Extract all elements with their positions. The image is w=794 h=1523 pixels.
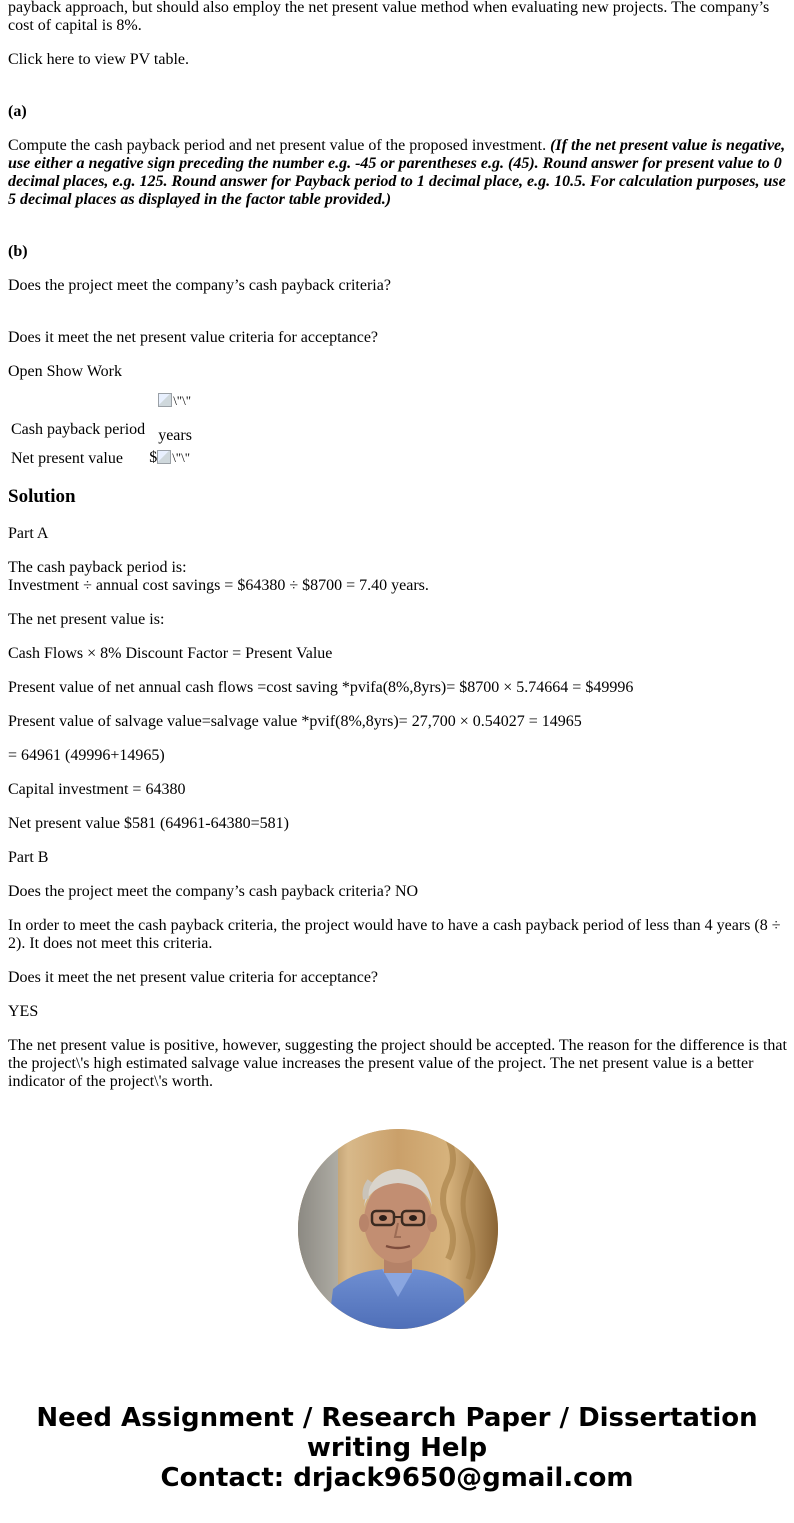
pv-salvage-line: Present value of salvage value=salvage value *pvif(8%,8yrs)= 27,700 × 0.54027 = 14965 bbox=[8, 713, 582, 730]
open-show-work-link[interactable]: Open Show Work bbox=[8, 363, 122, 380]
image-alt-text: \"\" bbox=[173, 393, 192, 408]
npv-intro: The net present value is: bbox=[8, 611, 165, 628]
total-line: = 64961 (49996+14965) bbox=[8, 747, 165, 764]
avatar-container bbox=[8, 1129, 788, 1329]
npv-criteria-answer: YES bbox=[8, 1003, 39, 1020]
currency-symbol: $ bbox=[149, 449, 158, 466]
part-a-hint: (If the net present value is negative, use either a negative sign preceding the number e.g. -45 or parentheses e.g. (45). Round answer for present value to 0 decimal places, e.g. 125. Round answer for Payback period to 1 decimal place, e.g. 10.5. For calculation purposes, use 5 decimal places as displayed in the factor table provided.) bbox=[8, 137, 786, 208]
footer-contact[interactable]: Contact: drjack9650@gmail.com bbox=[160, 1463, 634, 1493]
broken-image-icon bbox=[157, 450, 195, 468]
broken-image-icon bbox=[158, 393, 196, 411]
part-a-question-text: Compute the cash payback period and net present value of the proposed investment. bbox=[8, 137, 551, 154]
payback-intro: The cash payback period is: bbox=[8, 559, 187, 576]
payback-criteria-answer: Does the project meet the company’s cash payback criteria? NO bbox=[8, 883, 419, 900]
npv-criteria-question: Does it meet the net present value criteria for acceptance? bbox=[8, 969, 379, 986]
npv-answer-cell bbox=[148, 448, 197, 469]
solution-heading: Solution bbox=[8, 486, 76, 507]
formula-line: Cash Flows × 8% Discount Factor = Present Value bbox=[8, 645, 333, 662]
pv-table-link[interactable]: Click here to view PV table. bbox=[8, 51, 189, 68]
part-a-heading: Part A bbox=[8, 525, 49, 542]
footer-headline: Need Assignment / Research Paper / Dissertation writing Help bbox=[36, 1403, 758, 1463]
conclusion-paragraph: The net present value is positive, however, suggesting the project should be accepted. The reason for the difference is that the project\'s high estimated salvage value increases the present value of the project. The net present value is a better indicator of the project\'s worth. bbox=[8, 1037, 787, 1090]
payback-calc: Investment ÷ annual cost savings = $64380 ÷ $8700 = 7.40 years. bbox=[8, 577, 429, 594]
npv-label: Net present value bbox=[11, 449, 123, 467]
table-row bbox=[10, 448, 197, 469]
part-b-heading: Part B bbox=[8, 849, 49, 866]
table-row bbox=[10, 391, 197, 446]
author-portrait-image bbox=[298, 1129, 498, 1329]
contact-footer bbox=[0, 1403, 794, 1493]
part-b-question-npv: Does it meet the net present value criteria for acceptance? bbox=[8, 329, 379, 346]
capital-line: Capital investment = 64380 bbox=[8, 781, 186, 798]
author-avatar bbox=[298, 1129, 498, 1329]
image-placeholder-icon bbox=[158, 393, 172, 407]
part-a-label: (a) bbox=[8, 103, 27, 120]
cash-payback-answer-cell bbox=[148, 391, 197, 446]
years-unit: years bbox=[158, 427, 192, 444]
payback-criteria-explanation: In order to meet the cash payback criteria, the project would have to have a cash payback period of less than 4 years (8 ÷ 2). It does not meet this criteria. bbox=[8, 917, 781, 952]
npv-line: Net present value $581 (64961-64380=581) bbox=[8, 815, 289, 832]
document-body bbox=[8, 0, 788, 1329]
part-b-question-payback: Does the project meet the company’s cash payback criteria? bbox=[8, 277, 391, 294]
payback-explanation bbox=[8, 559, 788, 595]
part-b-label: (b) bbox=[8, 243, 28, 260]
part-a-question bbox=[8, 137, 788, 209]
answer-table bbox=[8, 389, 199, 471]
pv-annual-line: Present value of net annual cash flows =cost saving *pvifa(8%,8yrs)= $8700 × 5.74664 = $49996 bbox=[8, 679, 634, 696]
intro-paragraph: payback approach, but should also employ the net present value method when evaluating new projects. The company’s cost of capital is 8%. bbox=[8, 0, 770, 34]
image-placeholder-icon bbox=[157, 450, 171, 464]
cash-payback-label: Cash payback period bbox=[11, 421, 146, 438]
image-alt-text: \"\" bbox=[172, 450, 191, 465]
